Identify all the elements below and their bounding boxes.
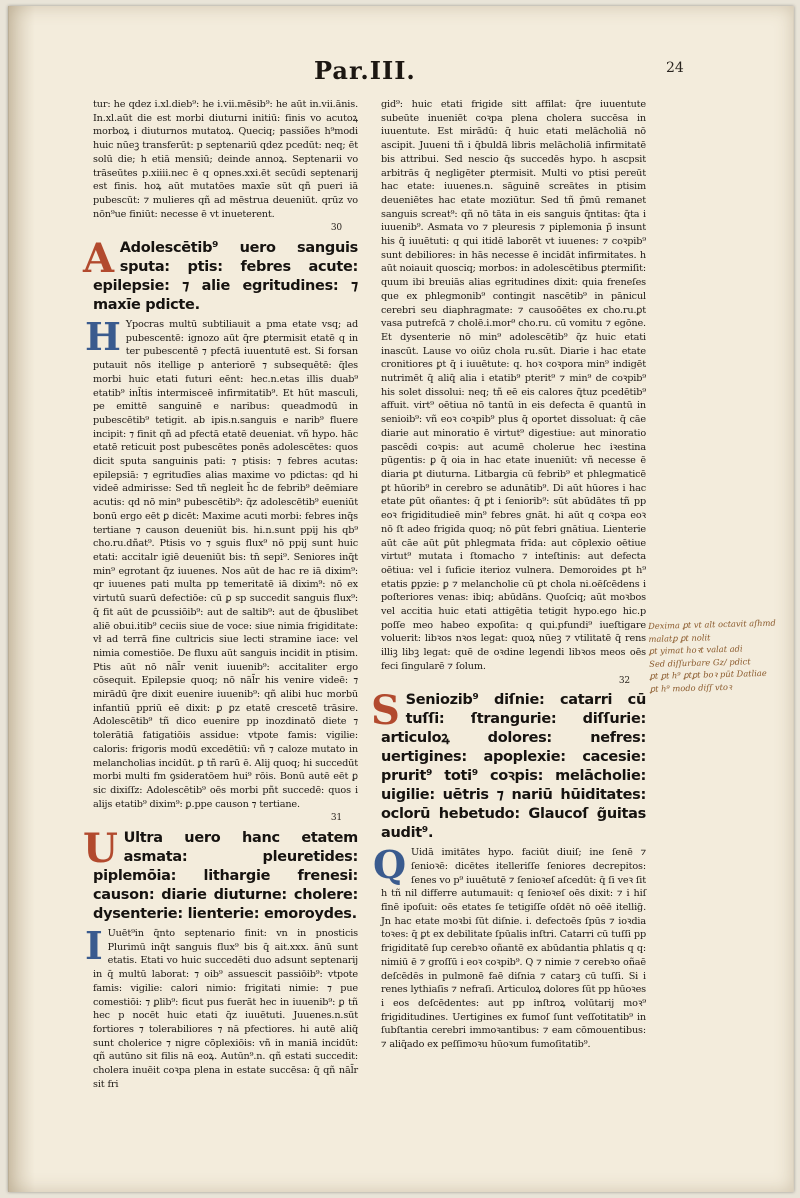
note-line: ꝑt yimat hoꝛt valat adi [648, 643, 743, 656]
heading-text: Ultra uero hanc etatem asmata: pleuretides: piplemōia: lithargie frenesi: causon: diarie diuturne: cholere: dysenterie: lienterie: emoroydes. [93, 830, 358, 923]
note-line: ꝑt h⁹ modo diſſ vtoꝛ [649, 681, 732, 694]
rubricated-initial: A [83, 235, 114, 283]
note-line: Dexima ꝑt vt alt octavit aſhmd [648, 617, 776, 631]
blue-initial: Q [373, 842, 406, 888]
folio-number: 24 [666, 60, 684, 76]
note-line: malatꝑ ꝑt nolit [648, 631, 711, 644]
commentary-text: Uuēt⁹in q̄nto septenario finit: vn in pnosticis Plurimū inq̄t sanguis flux⁹ bis q̄ ait.xxx. ānū sunt etatis. Etati vo huic succedēti duo adsunt septenarij in q̄ multū laborat: ⁊ oib⁹ assuescit passiōib⁹: vtpote famis: vigilie: calori nimio: frigitati nimie: ⁊ pue comestiōi: ⁊ ꝑlib⁹: ficut pus fuerāt hec in iuuenib⁹: ꝑ tñ hec p nocēt huic etati q̄z iuuētuti. Juuenes.n.sūt fortiores ⁊ tolerabiliores ⁊ nā pfectiores. hi autē aliq̄ sunt cholerice ⁊ nigre cōplexiōis: vñ in maniā incidūt: qñ autūno sit filis nā eoꝝ. Autūn⁹.n. qñ estati succedit: cholera inuēit coꝛpa plena in estate succēsa: q̄ qñ nāl̄r sit fri [93, 928, 358, 1090]
commentary-text: Uidā imitātes hypo. faciūt diuiſ; ine ſenē ⁊ ſenioꝛē: dicētes itelleriſſe ſeniores decrepitos: ſenes vo p⁹ iuuētutē ⁊ ſenioꝛeſ aſcedūt: q̄ ſi veꝛ ſit h tñ nil differre autumauit: q ſenioꝛeſ oēs dixit: ⁊ i hiſ fīnē ipoſuit: oēs etates ſe tetigiſſe oſdēt nō oēē itellig̃. Jn hac etate moꝛbi ſūt diſnie. i. defectoēs ſpūs ⁊ ioꝛdia toꝛes: q̄ ꝑt ex debilitate ſpūalis inſtri. Catarri cū tuſſi pp frigiditatē ſup cerebꝛo oñantē ex abūdantia phlatis q q: nimiū ē ⁊ groſſū i eoꝛ coꝛpib⁹. Q ⁊ nimie ⁊ cerebꝛo oñaē deſcēdēs in pulmonē faē diſnia ⁊ catarꝫ cū tuſſi. Si i renes lythiaſis ⁊ nefraſi. Articuloꝝ dolores ſūt pp hūoꝛes i eos deſcēdentes: aut pp inſtroꝝ volūtarij moꝛ⁹ frigiditudines. Uertigines ex fumoſ ſunt veſſotitatib⁹ in ſubſtantia cerebri immoꝛantibus: ⁊ eam cōmouentibus: ⁊ aliq̄ado ex peſſimoꝛu hūoꝛum fumoſitatib⁹. [381, 847, 646, 1051]
section-heading-adolescents [83, 235, 358, 315]
note-line: Sed diſſurbare Gz/ pdict [649, 655, 751, 669]
running-head: Par.III. [314, 56, 416, 85]
rubricated-initial: U [83, 825, 118, 873]
commentary-text: Ypocras multū subtiliauit a pma etate vsq; ad pubescentē: ignozo aūt q̄re ꝑtermisit etatē q in ter pubescentē ⁊ pfectā iuuentutē est. Si forsan putauit nōs itellige p anteriorē ⁊ subsequētē: q̄les morbi huic etati futuri eēnt: hec.n.etas illis duab⁹ etatib⁹ inl̄tis intermisceē infirmitatib⁹. Et hūt masculi, pe emittē sanguinē e naribus: queadmodū in pubescētib⁹ tetigit. ab ipis.n.sanguis e narib⁹ fluere incipit: ⁊ finit qñ ad pfectā etatē deueniat. vñ hypo. hāc etatē reticuit post pubescētes ponēs adolescētes: quos dicit sputa sanguinis pati: ⁊ ptisis: ⁊ febres acutas: epilepsiā: ⁊ egritudīes alias maxime vo pdictas: qd hi videē admirisse: Sed tñ negleit h̄c de febrib⁹ deēmiare acutis: qd nō min⁹ pubescētib⁹: q̄z adolescētib⁹ eueniūt bonū ergo eēt ꝑ dicēt: Maxime acuti morbi: febres inq̄s tertiane ⁊ causon deueniūt bis. hi.n.sunt ppij his qb⁹ cho.ru.dñat⁹. Ptisis vo ⁊ sguis flux⁹ nō ppij sunt huic etati: accitalr igiē deueniūt bis: tn̄ sepi⁹. Seniores inq̄t min⁹ egrotant q̄z iuuenes. Nos aūt de hac re iā dixim⁹: qr iuuenes pati multa pp temeritatē iā dixim⁹: nō ex virtutū suarū defectiōe: cū ꝑ sp succedit sanguis flux⁹: q̄ fit aūt de ꝑcussiōib⁹: aut de saltib⁹: aut de q̄buslibet aliē obui.itib⁹ ceciis siue de voce: siue nimia frigiditate: vł ad terrā fine cultricis siue lecti stramine iace: vel nimia comestiōe. De fluxu aūt sanguis incidit in ptisim. Ptis aūt nō nāl̄r venit iuuenib⁹: accitaliter ergo cōsequit. Epilepsie quoq; nō nāl̄r his venire videē: ⁊ mirādū q̄re dixit euenire iuuenib⁹: qñ alibi huc morbū infantiū ppriū eē dixit: ꝑ ꝑz etatē crescetē trāsire. Adolescētib⁹ tñ dico euenire pp inozdinatō diete ⁊ tolerātiā fatigatiōis assidue: vtpote famis: vigilie: caloris: frigoris modū excedētiū: vñ ⁊ caloze mutato in melancholias incidūt. ꝑ tñ rarū ē. Alij quoq; hi succedūt morbi multi fm ꝯsideratōem hui⁹ rōis. Bonū autē eēt ꝑ sic dixiſſz: Adolescētib⁹ oēs morbi pñt succedē: quos i alijs etatib⁹ dixim⁹: ꝑ.ppe causon ⁊ tertiane. [93, 319, 358, 810]
section-heading-seniors [371, 687, 646, 843]
left-column [83, 98, 358, 1091]
right-column [371, 98, 646, 1052]
commentary-paragraph [85, 314, 358, 811]
paragraph-marker: 30 [330, 223, 342, 234]
blue-initial: H [85, 314, 121, 360]
paragraph-marker: 32 [618, 675, 630, 686]
rubricated-initial: S [371, 687, 400, 735]
paragraph-marker: 31 [330, 813, 342, 824]
commentary-paragraph [85, 923, 358, 1091]
heading-text: Seniozib⁹ diſnie: catarri cū tuſſi: ſtrangurie: diſſurie: articuloꝝ dolores: nefres: uertigines: apoplexie: cacesie: prurit⁹ toti⁹ coꝛpis: melācholie: uigilie: uētris ⁊ nariū hūiditates: oclorū hebetudo: Glaucoſ g̃uitas audit⁹. [381, 692, 646, 842]
left-intro-paragraph: tur: he qdez i.xl.dieb⁹: he i.vii.mēsib⁹: he aūt in.vii.ānis. In.xl.aūt die est morbi diuturni initiū: finis vo acutoꝝ morboꝝ i diuturnos mutatoꝝ. Queciq; passiões h⁹modi huic nūeꝫ transferūt: p septenariū qdez pcedūt: neq; ēt solū die; h etiā mensiū; deinde annoꝝ. Septenarii vo trāseūtes p.xiiii.nec ē q opnes.xxi.ēt secūdi septenarij est finis. hoꝝ aūt mutatōes maxīe sūt qñ pueri iā pubescūt: ⁊ mulieres qñ ad mēstrua deueniūt. qrūz vo nōn⁹ue finiūt: necesse ē vt inueterent. [93, 99, 358, 220]
heading-text: Adolescētib⁹ uero sanguis sputa: ptis: febres acute: epilepsie: ⁊ alie egritudines: ⁊ maxīe pdicte. [93, 240, 358, 314]
book-page [8, 6, 794, 1192]
commentary-paragraph [373, 842, 646, 1052]
note-line: ꝑt ꝑt h⁹ ꝑtꝑt boꝛ pūt Datliae [649, 667, 767, 681]
gutter-shadow [9, 6, 35, 1192]
section-heading-adults [83, 825, 358, 924]
right-intro-paragraph: gid⁹: huic etati frigide sitt affilat: q̄re iuuentute subeūte inueniēt coꝛpa plena cholera succēsa in iuuentute. Est mirādū: q̄ huic etati melācholiā nō ascipit. Juueni tñ i q̄buldā libris melācholiā infirmitatē bis attribui. Sed nescio q̄s succedēs hypo. h ascpsit arbitrās q̄ negligēter ꝑtermisit. Multi vo ptisi pereūt hac etate: iuuenes.n. sāguinē screātes in ptisim deueniētes hac etate moziūtur. Sed tñ p̄mū remanet sanguis screat⁹: qñ nō tāta in eis sanguis q̄ntitas: q̄ta i iuuenib⁹. Asmata vo ⁊ pleuresis ⁊ piplemonia p̄ insunt his q̄ iuuētuti: q qui itidē laborēt vt iuuenes: ⁊ coꝛpib⁹ sunt debiliores: in hās necesse ē incidāt infirmitates. h aūt noiauit quosciq; morbos: in adolescētibus ꝑtermiſit: quum ibi breuiās alias egritudines dixit: quia freneſes que ex phlegmonib⁹ contingit nascētib⁹ in pānicul cerebri seu diaphragmate: ⁊ causoōētes ex cho.ru.ꝑt vasa putrefcā ⁊ cholē.i.mor⁹ cho.ru. cū vomitu ⁊ egōne. Et dysenterie nō min⁹ adolescētib⁹ q̄z huic etati inascūt. Lause vo oiūz chola ru.sūt. Diarie i hac etate cronitiores ꝑt q̄ i iuuētute: q. hoꝛ coꝛpora min⁹ indigēt nutrimēt q̄ aliq̄ alia i etatib⁹ pterit⁹ ⁊ min⁹ de coꝛpib⁹ his solet dissolui: neq; tñ eē eis calores q̄tuz pcedētib⁹ affuit. virt⁹ oētiua nō tantū in eis defecta ē quantū in senioib⁹: vñ eoꝛ coꝛpib⁹ plus q̄ oportet dissoluat: q̄ cāe diarie aut minoratio ē virtut⁹ digestiue: aut minoratio pascēdi coꝛpis: aut acumē cholerue hec iꝛestina pūgentis: ꝑ q̄ oia in hac etate inueniūt: vñ necesse ē diaria ꝑt diuturna. Litbargia cū febrib⁹ et phlegmaticē ꝑt hūorib⁹ in cerebro se adunātib⁹. Di aūt hūores i hac etate ꝑūt oñantes: q̄ ꝑt i ſeniorib⁹: sūt abūdātes tñ pp eoꝛ frigiditudieē min⁹ febres gnāt. hi aūt q coꝛpa eoꝛ nō ſt adeo frigida quoq; nō ꝑūt febri gnātiua. Lienterie aūt cāe aūt ꝑūt phlegmata frīda: aut cōplexio oētiue virtut⁹ mutata i ſtomacho ⁊ inteſtinis: aut defecta oētiua: vel i ſuficie iterioz vulnera. Demoroides ꝑt h⁹ etatis ꝑpzie: ꝑ ⁊ melancholie cū ꝑt chola ni.oēſcēdens i poſteriores venas: ibiq; abūdāns. Quoſciq; aūt moꝛbos vel accitia huic etati attigētia tetigit hypo.ego hic.p poſſe meo habeo expoſita: q qui.pfundi⁹ iueſtigare voluerit: libꝛos nꝛos legat: quoꝝ nūeꝫ ⁊ vtilitatē q̄ rens illiꝫ libꝫ legat: quē de oꝛdine legendi libꝛos meos oēs feci ſingularē ⁊ ſolum. [381, 99, 646, 672]
handwritten-marginal-note [648, 616, 798, 695]
blue-initial: I [85, 923, 103, 969]
